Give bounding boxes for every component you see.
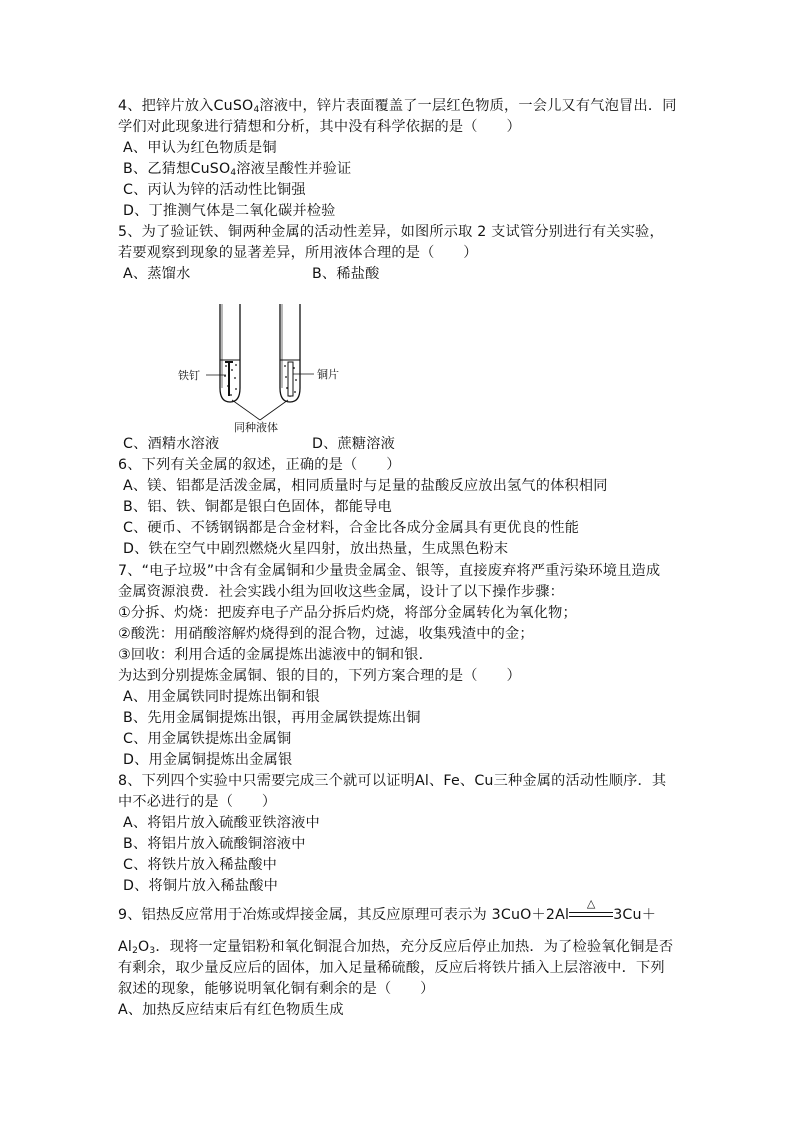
q4-option-a: A、甲认为红色物质是铜: [123, 140, 277, 156]
q5-option-d: D、蔗糖溶液: [312, 436, 396, 452]
reaction-equals-sign: [569, 897, 613, 921]
q8-stem-line1: 8、下列四个实验中只需要完成三个就可以证明Al、Fe、Cu三种金属的活动性顺序．其: [118, 773, 667, 789]
q8-option-b: B、将铝片放入硫酸铜溶液中: [123, 836, 306, 852]
q7-option-d: D、用金属铜提炼出金属银: [123, 752, 293, 768]
q7-option-c: C、用金属铁提炼出金属铜: [123, 731, 292, 747]
iron-nail: [225, 362, 233, 396]
q7-stem-line2: 金属资源浪费．社会实践小组为回收这些金属，设计了以下操作步骤：: [118, 584, 565, 600]
q6-option-b: B、铝、铁、铜都是银白色固体，都能导电: [123, 499, 392, 515]
q8-option-d: D、将铜片放入稀盐酸中: [123, 878, 279, 894]
q5-option-c: C、酒精水溶液: [123, 436, 220, 452]
q5-stem-line2: 若要观察到现象的显著差异，所用液体合理的是（ ）: [118, 245, 478, 261]
q9-stem-line1: 9、铝热反应常用于冶炼或焊接金属，其反应原理可表示为 3CuO＋2Al △ 3Cu＋: [118, 897, 657, 923]
label-same-liquid: 同种液体: [234, 421, 278, 434]
q4-option-d: D、丁推测气体是二氧化碳并检验: [123, 203, 336, 219]
q5-option-b: B、稀盐酸: [312, 266, 380, 282]
q9-stem-line2: $Al_2O_3$．现将一定量铝粉和氧化铜混合加热，充分反应后停止加热．为了检验氧化铜是否: [118, 939, 674, 956]
q8-option-c: C、将铁片放入稀盐酸中: [123, 857, 277, 873]
q7-stem-line1: 7、“电子垃圾”中含有金属铜和少量贵金属金、银等，直接废弃将严重污染环境且造成: [118, 563, 661, 579]
q7-option-a: A、用金属铁同时提炼出铜和银: [123, 689, 320, 705]
q8-option-a: A、将铝片放入硫酸亚铁溶液中: [123, 815, 320, 831]
q7-step-1: ①分拆、灼烧：把废弃电子产品分拆后灼烧，将部分金属转化为氧化物；: [118, 605, 577, 621]
heating-triangle-icon: △: [586, 897, 596, 910]
q4-option-c: C、丙认为锌的活动性比铜强: [123, 182, 306, 198]
q7-option-b: B、先用金属铜提炼出银，再用金属铁提炼出铜: [123, 710, 421, 726]
copper-strip: [288, 362, 293, 396]
q6-stem: 6、下列有关金属的叙述，正确的是（ ）: [118, 457, 401, 473]
q5-option-a: A、蒸馏水: [123, 266, 191, 282]
q9-option-a: A、加热反应结束后有红色物质生成: [118, 1002, 344, 1018]
label-copper-strip: 铜片: [317, 368, 339, 381]
test-tube-diagram: [176, 298, 356, 434]
q6-option-d: D、铁在空气中剧烈燃烧火星四射，放出热量，生成黑色粉末: [123, 541, 509, 557]
test-tube-figure: [176, 298, 356, 434]
q9-stem-line3: 有剩余，取少量反应后的固体，加入足量稀硫酸，反应后将铁片插入上层溶液中．下列: [118, 960, 665, 976]
q6-option-c: C、硬币、不锈钢锅都是合金材料，合金比各成分金属具有更优良的性能: [123, 520, 580, 536]
q4-stem-line1: 4、把锌片放入CuSO$_4$溶液中，锌片表面覆盖了一层红色物质，一会儿又有气泡冒出．同: [118, 98, 677, 115]
q4-stem-line2: 学们对此现象进行猜想和分析，其中没有科学依据的是（ ）: [118, 119, 521, 135]
left-tube-liquid: [224, 364, 237, 396]
q9-stem-line4: 叙述的现象，能够说明氧化铜有剩余的是（ ）: [118, 981, 435, 997]
q8-stem-line2: 中不必进行的是（ ）: [118, 794, 277, 810]
q7-step-2: ②酸洗：用硝酸溶解灼烧得到的混合物，过滤，收集残渣中的金；: [118, 626, 534, 642]
q4-option-b: B、乙猜想CuSO$_4$溶液呈酸性并验证: [123, 161, 352, 178]
q6-option-a: A、镁、铝都是活泼金属，相同质量时与足量的盐酸反应放出氢气的体积相同: [123, 478, 608, 494]
q5-stem-line1: 5、为了验证铁、铜两种金属的活动性差异，如图所示取 2 支试管分别进行有关实验，: [118, 224, 664, 240]
q7-stem-line3: 为达到分别提炼金属铜、银的目的，下列方案合理的是（ ）: [118, 668, 521, 684]
label-iron-nail: 铁钉: [178, 369, 200, 382]
q7-step-3: ③回收：利用合适的金属提炼出滤液中的铜和银．: [118, 647, 434, 663]
